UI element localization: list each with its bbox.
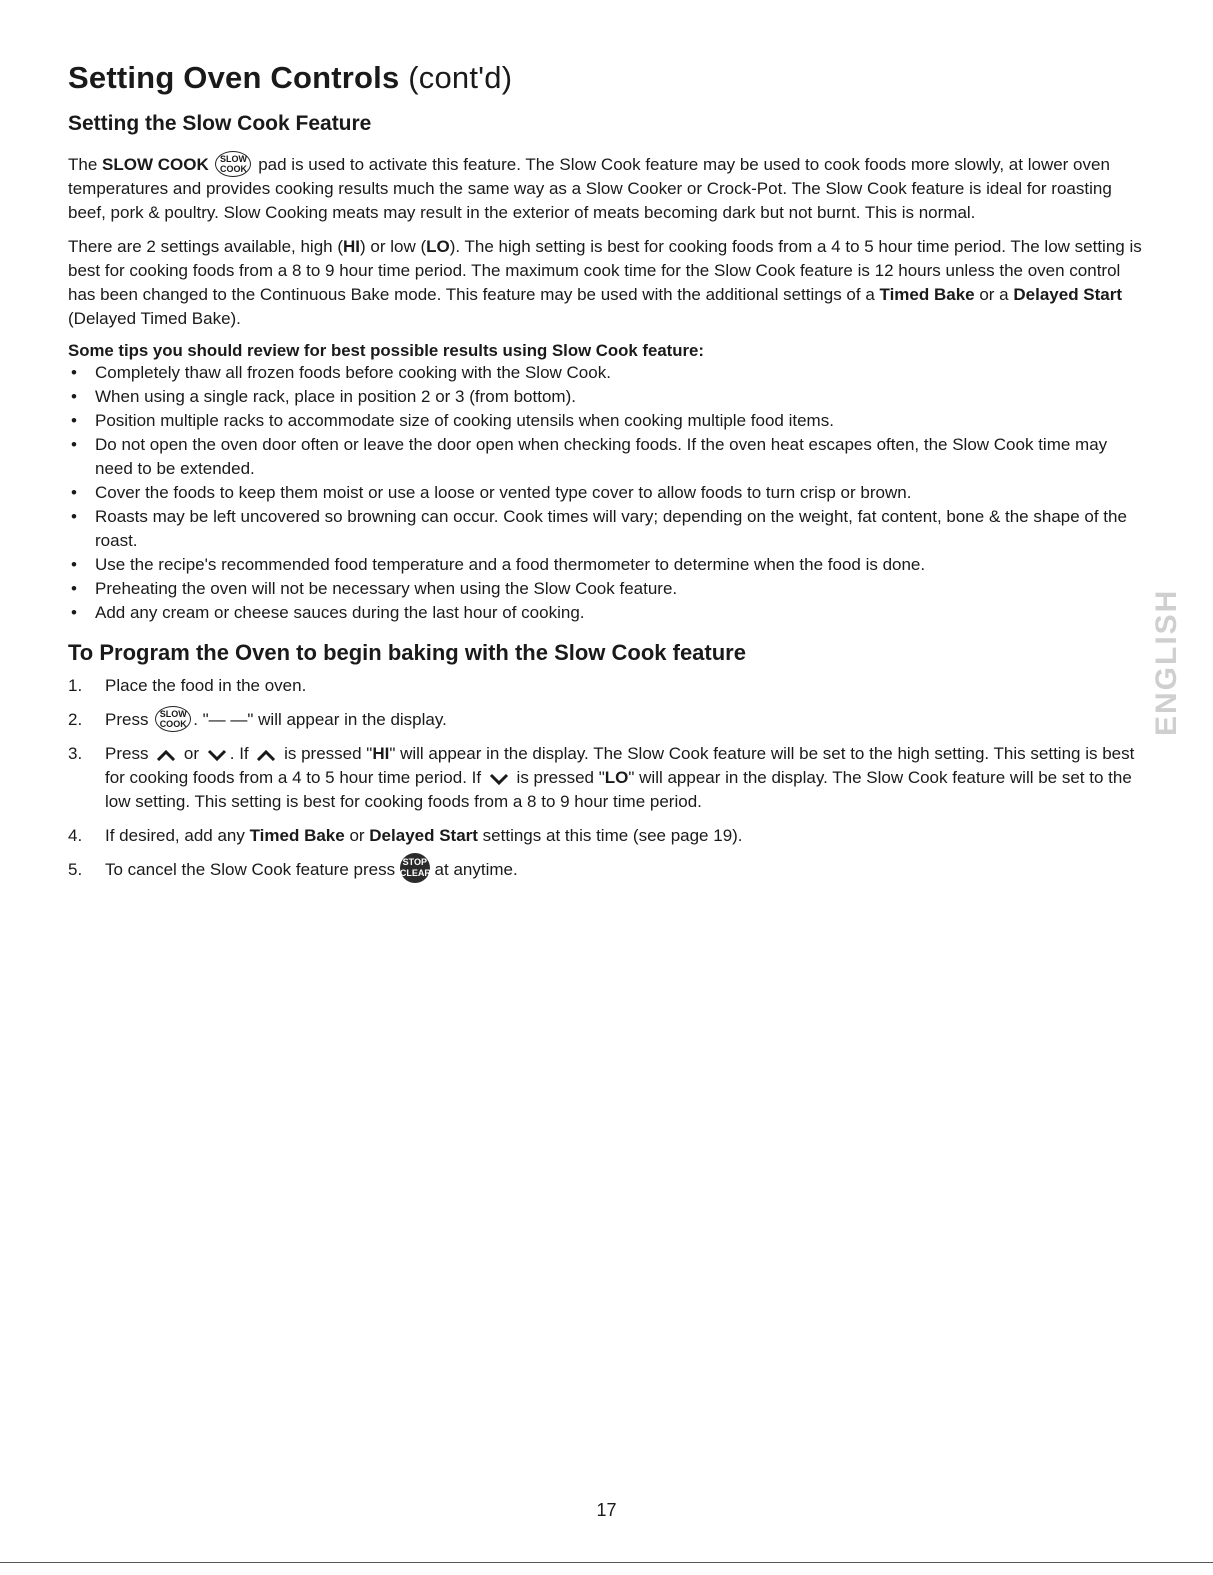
title-suffix: (cont'd) (399, 60, 513, 95)
language-side-tab: ENGLISH (1150, 588, 1183, 736)
page-content (68, 60, 1143, 893)
page-number: 17 (596, 1500, 617, 1520)
list-item: • Preheating the oven will not be necessary when using the Slow Cook feature. (71, 579, 678, 598)
list-item: • When using a single rack, place in position 2 or 3 (from bottom). (71, 387, 576, 406)
list-item: • Completely thaw all frozen foods before cooking with the Slow Cook. (71, 363, 611, 382)
slow-cook-pad-icon: SLOW COOK (155, 706, 191, 732)
list-item: • Do not open the oven door often or leave the door open when checking foods. If the oven heat escapes often, the Slow Cook time may need to be extended. (71, 435, 1108, 478)
page-title: Setting Oven Controls (cont'd) (68, 60, 513, 95)
list-item: 1. Place the food in the oven. (68, 676, 307, 695)
tips-heading: Some tips you should review for best possible results using Slow Cook feature: (68, 341, 704, 360)
list-item: • Position multiple racks to accommodate size of cooking utensils when cooking multiple food items. (71, 411, 834, 430)
list-item: • Use the recipe's recommended food temperature and a food thermometer to determine when the food is done. (71, 555, 926, 574)
list-item: 5. To cancel the Slow Cook feature press STOP CLEAR at anytime. (68, 858, 1143, 883)
program-heading: To Program the Oven to begin baking with the Slow Cook feature (68, 640, 746, 665)
tips-list (68, 361, 1143, 625)
up-arrow-icon (156, 749, 176, 761)
intro-paragraph-2: There are 2 settings available, high (HI) or low (LO). The high setting is best for cooking foods from a 4 to 5 hour time period. The low setting is best for cooking foods from a 8 to 9 hour time period. The maximum cook time for the Slow Cook feature is 12 hours unless the oven control has been changed to the Continuous Bake mode. This feature may be used with the additional settings of a Timed Bake or a Delayed Start (Delayed Timed Bake). (68, 237, 1142, 328)
bottom-divider (0, 1562, 1213, 1563)
stop-clear-pad-icon: STOP CLEAR (400, 853, 430, 883)
down-arrow-icon (207, 749, 227, 761)
down-arrow-icon (489, 773, 509, 785)
list-item: 3. Press or . If is pressed "HI" will appear in the display. The Slow Cook feature will be set to the high setting. This setting is best for cooking foods from a 4 to 5 hour time period. If is pressed "LO" will appear in the display. The Slow Cook feature will be set to the low setting. This setting is best for cooking foods from a 8 to 9 hour time period. (68, 744, 1135, 811)
list-item: • Cover the foods to keep them moist or use a loose or vented type cover to allow foods to turn crisp or brown. (71, 483, 912, 502)
up-arrow-icon (256, 749, 276, 761)
program-steps (68, 674, 1143, 883)
list-item: 4. If desired, add any Timed Bake or Delayed Start settings at this time (see page 19). (68, 826, 743, 845)
slow-cook-pad-icon: SLOW COOK (215, 151, 251, 177)
list-item: 2. Press SLOW COOK . "— —" will appear in the display. (68, 708, 1143, 732)
list-item: • Roasts may be left uncovered so browning can occur. Cook times will vary; depending on the weight, fat content, bone & the shape of the roast. (71, 507, 1127, 550)
intro-paragraph-1: The SLOW COOK SLOW COOK pad is used to activate this feature. The Slow Cook feature may be used to cook foods more slowly, at lower oven temperatures and provides cooking results much the same way as a Slow Cooker or Crock-Pot. The Slow Cook feature is ideal for roasting beef, pork & poultry. Slow Cooking meats may result in the exterior of meats becoming dark but not burnt. This is normal. (68, 153, 1143, 225)
section-heading: Setting the Slow Cook Feature (68, 112, 372, 135)
list-item: • Add any cream or cheese sauces during the last hour of cooking. (71, 603, 585, 622)
